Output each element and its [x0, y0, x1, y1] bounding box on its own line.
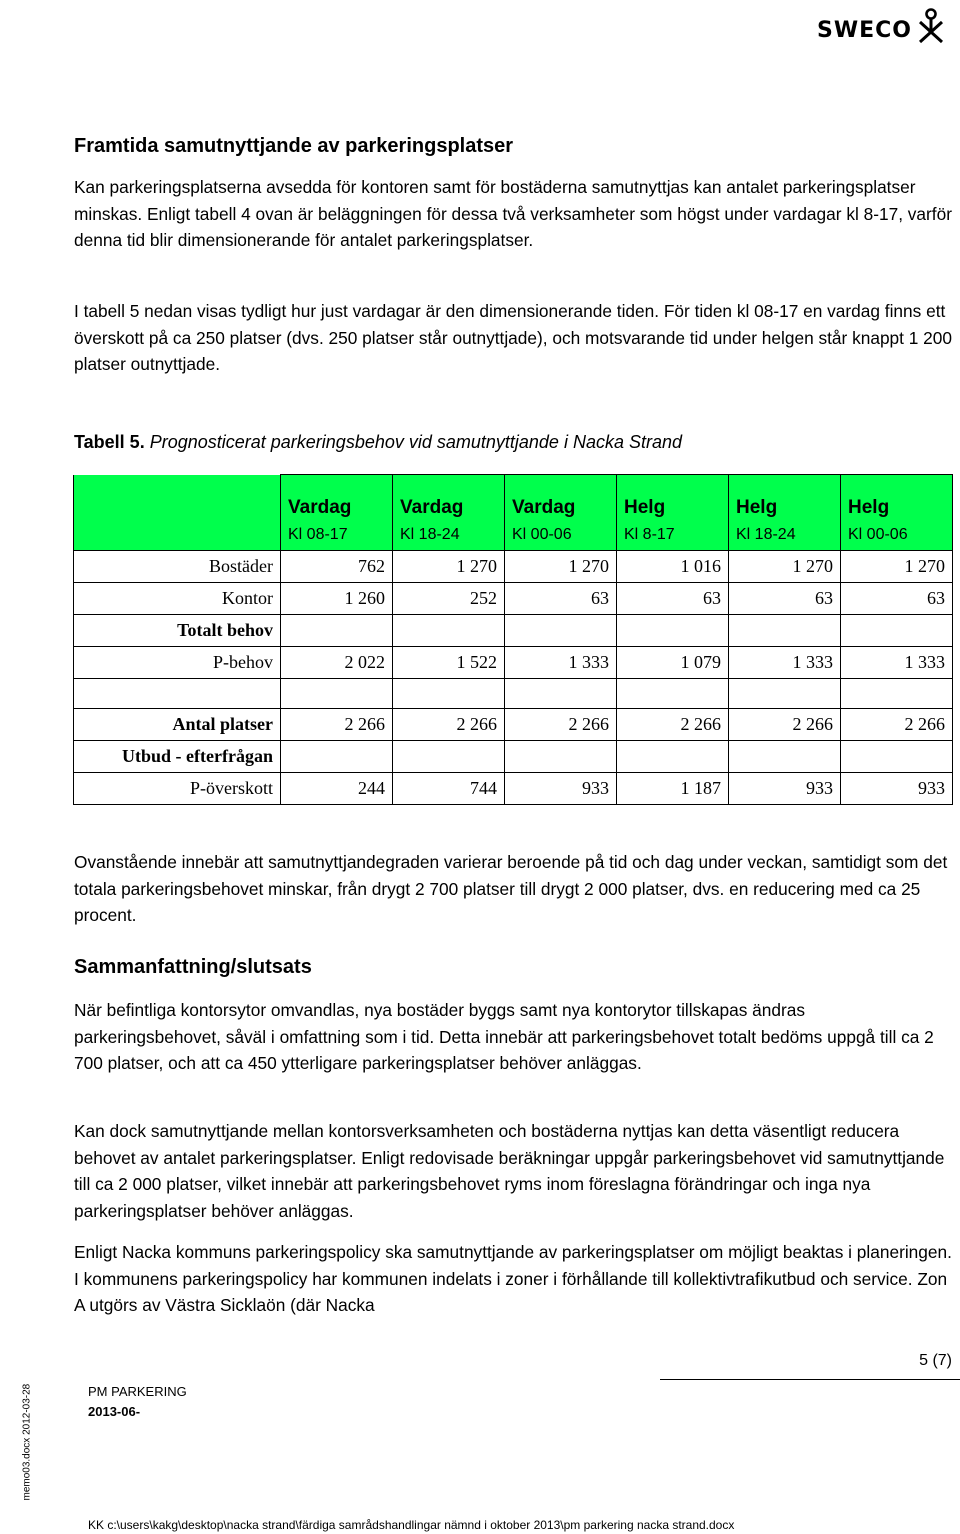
- table-cell: 1 187: [617, 773, 729, 805]
- section-heading-sammanfattning: Sammanfattning/slutsats: [74, 956, 312, 978]
- table-cell: 1 016: [617, 551, 729, 583]
- row-label: [74, 709, 281, 741]
- row-label: [74, 615, 281, 647]
- paragraph-tabell5: I tabell 5 nedan visas tydligt hur just vardagar är den dimensionerande tiden. För tiden kl 08-17 en vardag finns ett överskott på ca 250 platser (dvs. 250 platser står outnyttjade), och motsvarande tid under helgen står knappt 1 200 platser outnyttjade.: [74, 301, 953, 374]
- section-heading-framtida: Framtida samutnyttjande av parkeringsplatser: [74, 135, 514, 157]
- header-day: Helg: [841, 475, 953, 520]
- header-day: Helg: [729, 475, 841, 520]
- table-cell: 744: [393, 773, 505, 805]
- table-cell: 1 270: [729, 551, 841, 583]
- footer-doc-info: [88, 1384, 187, 1419]
- table-cell: 1 333: [841, 647, 953, 679]
- table-cell: 252: [393, 583, 505, 615]
- table-cell: [393, 679, 505, 709]
- table-cell: [841, 741, 953, 773]
- table-cell: [281, 679, 393, 709]
- table-cell: [505, 615, 617, 647]
- table-row-overskott: [74, 773, 953, 805]
- table-cell: 2 266: [841, 709, 953, 741]
- header-time: Kl 00-06: [505, 519, 617, 551]
- table-cell: 63: [505, 583, 617, 615]
- table-cell: [505, 679, 617, 709]
- paragraph-ovanstaende: Ovanstående innebär att samutnyttjandegraden varierar beroende på tid och dag under veckan, samtidigt som det totala parkeringsbehovet minskar, från drygt 2 700 platser till drygt 2 000 platser, dvs. en reducering med ca 25 procent.: [74, 852, 948, 925]
- header-time: Kl 00-06: [841, 519, 953, 551]
- table-cell: 1 270: [841, 551, 953, 583]
- page-number: 5 (7): [919, 1352, 952, 1369]
- table-row-utbud: [74, 741, 953, 773]
- row-label: P-behov: [74, 647, 281, 679]
- table-cell: [281, 615, 393, 647]
- footer-title: PM PARKERING: [88, 1384, 187, 1399]
- table-cell: 2 022: [281, 647, 393, 679]
- table-cell: [729, 679, 841, 709]
- header-time: Kl 8-17: [617, 519, 729, 551]
- row-label-text: Totalt behov: [177, 620, 273, 640]
- table-cell: [74, 679, 281, 709]
- row-label: Bostäder: [74, 551, 281, 583]
- caption-label: Tabell 5.: [74, 432, 145, 452]
- footer-file-path: KK c:\users\kakg\desktop\nacka strand\färdiga samrådshandlingar nämnd i oktober 2013\pm parkering nacka strand.docx: [88, 1518, 735, 1532]
- table-cell: 2 266: [617, 709, 729, 741]
- caption-text: Prognosticerat parkeringsbehov vid samutnyttjande i Nacka Strand: [149, 432, 683, 452]
- table-cell: 1 079: [617, 647, 729, 679]
- table-cell: [841, 615, 953, 647]
- table-corner: [74, 519, 281, 551]
- row-label: [74, 741, 281, 773]
- row-label-text: Antal platser: [172, 714, 273, 734]
- table-cell: [729, 615, 841, 647]
- table-cell: 1 333: [505, 647, 617, 679]
- table-cell: [505, 741, 617, 773]
- table-cell: [729, 741, 841, 773]
- table-cell: 933: [729, 773, 841, 805]
- footer-date: 2013-06-: [88, 1404, 141, 1419]
- table-header-days: [74, 475, 953, 520]
- table-cell: 2 266: [281, 709, 393, 741]
- table-cell: 1 260: [281, 583, 393, 615]
- table-cell: 244: [281, 773, 393, 805]
- table-row-bostader: [74, 551, 953, 583]
- table-cell: [617, 741, 729, 773]
- table-cell: [393, 615, 505, 647]
- table-cell: 63: [729, 583, 841, 615]
- row-label-text: Utbud - efterfrågan: [122, 746, 273, 766]
- header-time: Kl 18-24: [393, 519, 505, 551]
- row-label: P-överskott: [74, 773, 281, 805]
- row-label: Kontor: [74, 583, 281, 615]
- paragraph-samutnyttjande: Kan dock samutnyttjande mellan kontorsverksamheten och bostäderna nyttjas kan detta väsentligt reducera behovet av antalet parkeringsplatser. Enligt redovisade beräkningar uppgår parkeringsbehovet vid samutnyttjande till ca 2 000 platser, vilket innebär att parkeringsbehovet ryms inom föreslagna förändringar och inga nya parkeringsplatser behöver anläggas.: [74, 1121, 945, 1221]
- table-row-empty: [74, 679, 953, 709]
- side-template-label: memo03.docx 2012-03-28: [21, 1383, 33, 1501]
- parking-table: [73, 474, 953, 805]
- header-day: Vardag: [505, 475, 617, 520]
- table-cell: [617, 615, 729, 647]
- table-row-totalt: [74, 615, 953, 647]
- footer-divider: [660, 1379, 960, 1380]
- table-cell: [393, 741, 505, 773]
- paragraph-policy: Enligt Nacka kommuns parkeringspolicy ska samutnyttjande av parkeringsplatser om möjligt beaktas i planeringen. I kommunens parkeringspolicy har kommunen indelats i zoner i förhållande till kollektivtrafikutbud och service. Zon A utgörs av Västra Sicklaön (där Nacka: [74, 1242, 952, 1315]
- table-cell: 1 270: [393, 551, 505, 583]
- table-cell: [841, 679, 953, 709]
- paragraph-intro: Kan parkeringsplatserna avsedda för kontoren samt för bostäderna samutnyttjas kan antalet parkeringsplatser minskas. Enligt tabell 4 ovan är beläggningen för dessa två verksamheter som högst under vardagar kl 8-17, varför denna tid blir dimensionerande för antalet parkeringsplatser.: [74, 177, 952, 250]
- header-time: Kl 18-24: [729, 519, 841, 551]
- header-day: Vardag: [281, 475, 393, 520]
- table-header-times: [74, 519, 953, 551]
- table-cell: 63: [841, 583, 953, 615]
- table-cell: [617, 679, 729, 709]
- table-cell: 2 266: [393, 709, 505, 741]
- sweco-logo: [817, 8, 946, 44]
- table-cell: 762: [281, 551, 393, 583]
- table-cell: 933: [841, 773, 953, 805]
- table-cell: 1 333: [729, 647, 841, 679]
- table-cell: [281, 741, 393, 773]
- table-cell: 1 522: [393, 647, 505, 679]
- header-time: Kl 08-17: [281, 519, 393, 551]
- table-corner: [74, 475, 281, 520]
- table-cell: 2 266: [505, 709, 617, 741]
- table-row-antal: [74, 709, 953, 741]
- table-caption: [74, 432, 682, 453]
- table-cell: 2 266: [729, 709, 841, 741]
- table-row-kontor: [74, 583, 953, 615]
- table-cell: 63: [617, 583, 729, 615]
- paragraph-befintliga: När befintliga kontorsytor omvandlas, nya bostäder byggs samt nya kontorytor tillskapas ändras parkeringsbehovet, såväl i omfattning som i tid. Detta innebär att parkeringsbehovet totalt bedöms uppgå till ca 2 700 platser, och att ca 450 ytterligare parkeringsplatser behöver anläggas.: [74, 1000, 934, 1073]
- table-cell: 1 270: [505, 551, 617, 583]
- header-day: Helg: [617, 475, 729, 520]
- header-day: Vardag: [393, 475, 505, 520]
- table-cell: 933: [505, 773, 617, 805]
- logo-text: SWECO: [817, 18, 912, 43]
- table-row-pbehov: [74, 647, 953, 679]
- sweco-figure-icon: [916, 8, 946, 44]
